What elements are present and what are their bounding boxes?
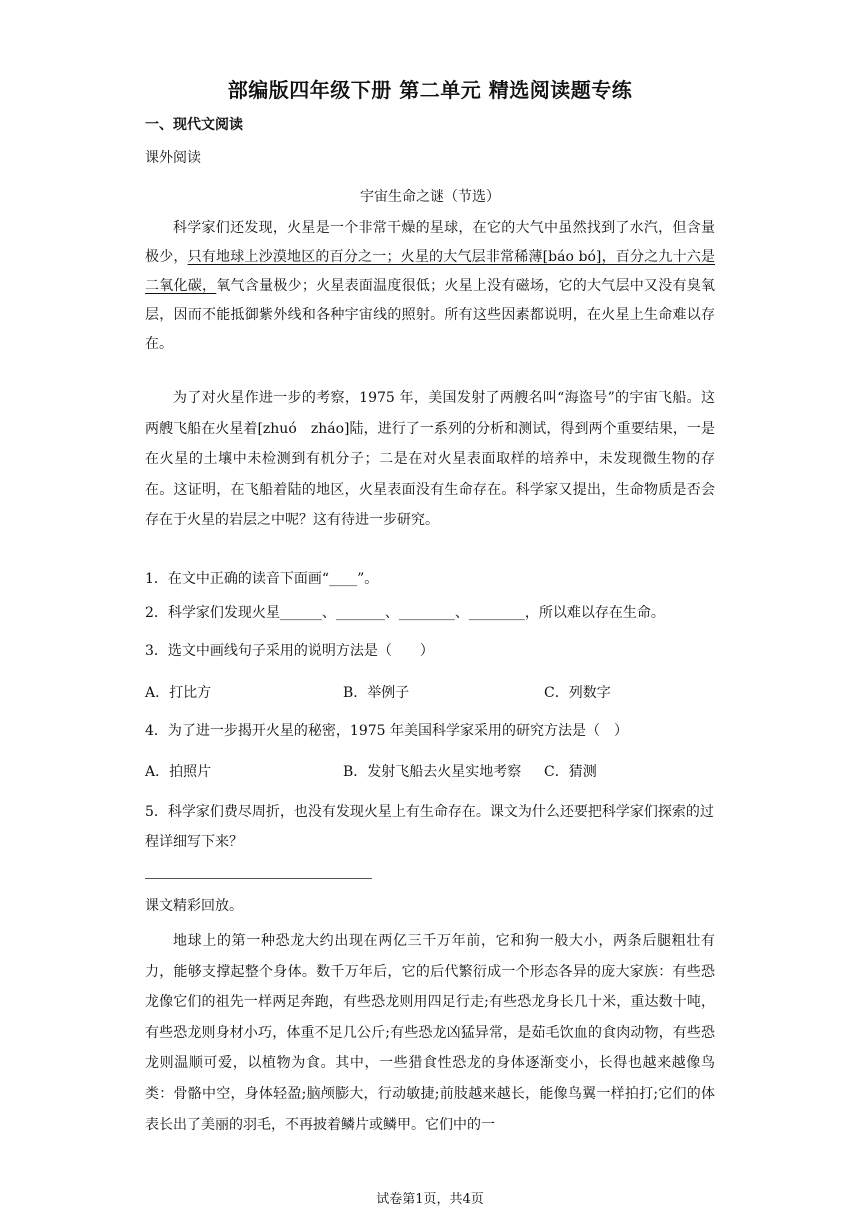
question-2: 2．科学家们发现火星______、_______、________、________，所以难以存在生命。 bbox=[145, 605, 665, 621]
page-footer: 试卷第1页，共4页 bbox=[376, 1192, 484, 1207]
option-c[interactable]: C．猜测 bbox=[544, 764, 597, 780]
option-c[interactable]: C．列数字 bbox=[544, 685, 611, 701]
passage-label: 课外阅读 bbox=[145, 150, 201, 166]
option-a[interactable]: A．打比方 bbox=[145, 685, 212, 701]
option-b[interactable]: B．发射飞船去火星实地考察 bbox=[343, 764, 522, 780]
passage-paragraph: 地球上的第一种恐龙大约出现在两亿三千万年前，它和狗一般大小，两条后腿粗壮有力，能够支撑起整个身体。数千万年后，它的后代繁衍成一个形态各异的庞大家族：有些恐龙像它们的祖先一样两足奔跑，有些恐龙则用四足行走;有些恐龙身长几十米，重达数十吨，有些恐龙则身材小巧，体重不足几公斤;有些恐龙凶猛异常，是茹毛饮血的食肉动物，有些恐龙则温顺可爱，以植物为食。其中，一些猎食性恐龙的身体逐渐变小，长得也越来越像鸟类：骨骼中空，身体轻盈;脑颅膨大，行动敏捷;前肢越来越长，能像鸟翼一样拍打;它们的体表长出了美丽的羽毛，不再披着鳞片或鳞甲。它们中的一 bbox=[145, 933, 715, 1133]
question-5: 5．科学家们费尽周折，也没有发现火星上有生命存在。课文为什么还要把科学家们探索的过程详细写下来？ bbox=[145, 804, 714, 850]
underlined-sentence: 只有地球上沙漠地区的百分之一；火星的大气层非常稀薄[báo bó]，百分之九十六是二氧化碳， bbox=[145, 249, 716, 294]
option-b[interactable]: B．举例子 bbox=[343, 685, 410, 701]
paragraph-text: 氧气含量极少；火星表面温度很低；火星上没有磁场，它的大气层中又没有臭氧层，因而不能抵御紫外线和各种宇宙线的照射。所有这些因素都说明，在火星上生命难以存在。 bbox=[145, 278, 716, 352]
passage-label: 课文精彩回放。 bbox=[145, 898, 243, 914]
question-4: 4．为了进一步揭开火星的秘密，1975 年美国科学家采用的研究方法是（ ） bbox=[145, 723, 628, 739]
paragraph-text: 科学家们还发现，火星是一个非常干燥的星球，在它的大气中虽然找到了水汽，但含量极少， bbox=[145, 220, 715, 265]
passage-paragraph bbox=[145, 214, 715, 359]
passage-title: 宇宙生命之谜（节选） bbox=[360, 189, 500, 205]
question-1: 1．在文中正确的读音下面画“____”。 bbox=[145, 571, 379, 587]
question-3: 3．选文中画线句子采用的说明方法是（ ） bbox=[145, 643, 434, 659]
passage-paragraph: 为了对火星作进一步的考察，1975 年，美国发射了两艘名叫“海盗号”的宇宙飞船。这两艘飞船在火星着[zhuó zháo]陆，进行了一系列的分析和测试，得到两个重要结果，一是在火星的土壤中未检测到有机分子；二是在对火星表面取样的培养中，未发现微生物的存在。这证明，在飞船着陆的地区，火星表面没有生命存在。科学家又提出，生命物质是否会存在于火星的岩层之中呢？这有待进一步研究。 bbox=[145, 390, 715, 529]
answer-line[interactable] bbox=[145, 878, 372, 879]
page-title: 部编版四年级下册 第二单元 精选阅读题专练 bbox=[227, 78, 633, 102]
section-heading: 一、现代文阅读 bbox=[145, 117, 243, 133]
option-a[interactable]: A．拍照片 bbox=[145, 764, 212, 780]
